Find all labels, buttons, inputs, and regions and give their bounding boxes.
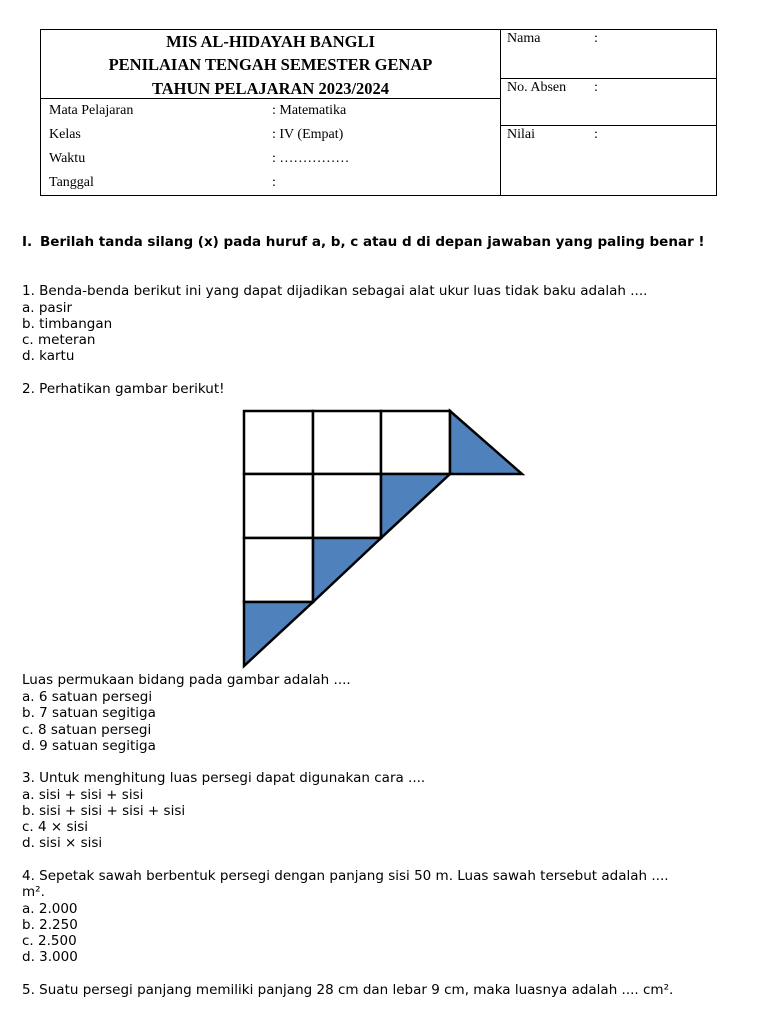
school-title-block [41,30,500,99]
name-label: Nama [507,31,541,46]
score-colon: : [594,127,598,142]
question-3-option-d[interactable]: d. sisi × sisi [22,835,103,851]
score-label: Nilai [507,127,535,142]
question-1-option-d[interactable]: d. kartu [22,348,75,364]
info-label-date: Tanggal [49,175,94,190]
question-1-text: 1. Benda-benda berikut ini yang dapat dijadikan sebagai alat ukur luas tidak baku adalah .... [22,283,648,299]
blue-triangle [244,602,313,666]
info-value-subject: : Matematika [272,103,347,118]
instruction-number: I. [22,234,33,250]
header-right-section [501,30,717,195]
blue-triangle [450,411,522,474]
absence-number-colon: : [594,80,598,95]
name-field[interactable] [501,30,717,79]
question-3-text: 3. Untuk menghitung luas persegi dapat digunakan cara .... [22,770,426,786]
grid-square [313,474,381,538]
question-2-option-d[interactable]: d. 9 satuan segitiga [22,738,156,754]
question-1-option-a[interactable]: a. pasir [22,300,73,316]
grid-square [381,411,450,474]
grid-square [244,411,313,474]
blue-triangle [313,538,381,602]
header-left-section [41,30,501,195]
score-field[interactable] [501,126,717,195]
question-2-followup: Luas permukaan bidang pada gambar adalah .... [22,672,351,688]
info-value-time: : …………… [272,151,350,166]
question-3-option-c[interactable]: c. 4 × sisi [22,819,89,835]
blue-triangle [381,474,450,538]
question-4-unit: m². [22,884,45,900]
info-value-date: : [272,175,276,190]
absence-number-field[interactable] [501,79,717,126]
question-4-option-d[interactable]: d. 3.000 [22,949,78,965]
area-grid-figure [240,408,530,672]
info-value-class: : IV (Empat) [272,127,344,142]
question-1-option-b[interactable]: b. timbangan [22,316,113,332]
question-2-option-b[interactable]: b. 7 satuan segitiga [22,705,156,721]
grid-square [244,474,313,538]
name-colon: : [594,31,598,46]
instruction-text: Berilah tanda silang (x) pada huruf a, b, c atau d di depan jawaban yang paling benar ! [40,234,705,250]
question-4-text: 4. Sepetak sawah berbentuk persegi dengan panjang sisi 50 m. Luas sawah tersebut adalah .... [22,868,669,884]
white-squares [244,411,450,602]
exam-title: PENILAIAN TENGAH SEMESTER GENAP [108,55,433,74]
question-3-option-b[interactable]: b. sisi + sisi + sisi + sisi [22,803,186,819]
info-label-subject: Mata Pelajaran [49,103,134,118]
grid-square [313,411,381,474]
info-label-class: Kelas [49,127,81,142]
question-2-text: 2. Perhatikan gambar berikut! [22,381,225,397]
exam-header-table [40,29,717,196]
question-4-option-c[interactable]: c. 2.500 [22,933,77,949]
question-4-option-b[interactable]: b. 2.250 [22,917,78,933]
school-name: MIS AL-HIDAYAH BANGLI [166,32,375,51]
question-2-option-c[interactable]: c. 8 satuan persegi [22,722,152,738]
question-3-option-a[interactable]: a. sisi + sisi + sisi [22,787,144,803]
question-4-option-a[interactable]: a. 2.000 [22,901,78,917]
info-label-time: Waktu [49,151,86,166]
absence-number-label: No. Absen [507,80,567,95]
question-5-text: 5. Suatu persegi panjang memiliki panjang 28 cm dan lebar 9 cm, maka luasnya adalah .... cm². [22,982,674,998]
school-year: TAHUN PELAJARAN 2023/2024 [151,79,390,98]
question-1-option-c[interactable]: c. meteran [22,332,96,348]
question-2-option-a[interactable]: a. 6 satuan persegi [22,689,153,705]
grid-square [244,538,313,602]
